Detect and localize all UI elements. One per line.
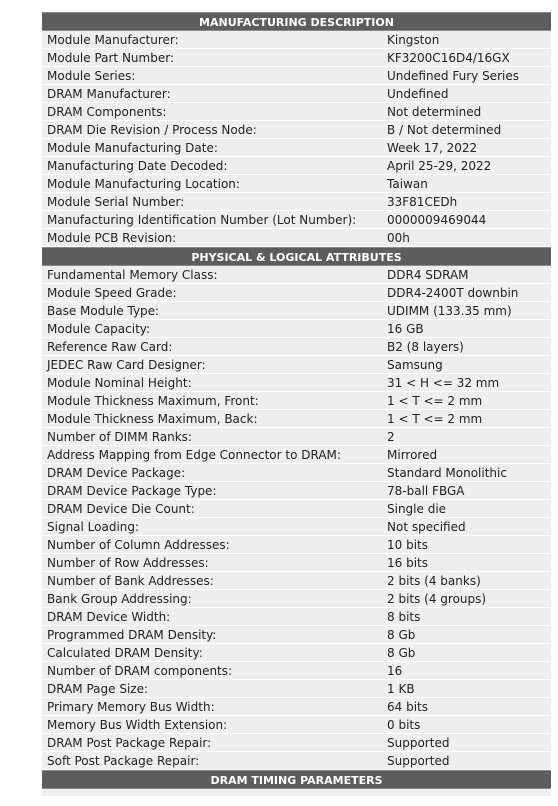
- table-row: [42, 698, 551, 716]
- row-value: Undefined Fury Series: [387, 69, 519, 83]
- row-label: Primary Memory Bus Width:: [47, 700, 215, 714]
- table-row: [42, 392, 551, 410]
- table-row: [42, 211, 551, 229]
- table-row: [42, 734, 551, 752]
- table-row: [42, 175, 551, 193]
- row-value: Supported: [387, 754, 450, 768]
- row-label: Reference Raw Card:: [47, 340, 173, 354]
- row-label: Module Thickness Maximum, Front:: [47, 394, 259, 408]
- row-label: Number of Bank Addresses:: [47, 574, 214, 588]
- row-label: Module Manufacturer:: [47, 33, 179, 47]
- row-value: 16 GB: [387, 322, 424, 336]
- row-value: 0 bits: [387, 718, 421, 732]
- row-value: 2 bits (4 banks): [387, 574, 481, 588]
- row-label: Address Mapping from Edge Connector to DRAM:: [47, 448, 341, 462]
- row-value: B / Not determined: [387, 123, 502, 137]
- table-row: [42, 500, 551, 518]
- physical-rows: [42, 266, 551, 770]
- row-value: 8 Gb: [387, 646, 416, 660]
- row-label: DRAM Manufacturer:: [47, 87, 171, 101]
- row-label: DRAM Device Width:: [47, 610, 171, 624]
- row-value: 64 bits: [387, 700, 428, 714]
- row-label: Fundamental Memory Class:: [47, 268, 218, 282]
- row-value: 1 KB: [387, 682, 415, 696]
- row-value: 10 bits: [387, 538, 428, 552]
- row-value: 8 bits: [387, 610, 421, 624]
- table-row: [42, 157, 551, 175]
- row-value: 78-ball FBGA: [387, 484, 465, 498]
- row-value: Kingston: [387, 33, 440, 47]
- row-value: 2: [387, 430, 395, 444]
- row-label: Programmed DRAM Density:: [47, 628, 217, 642]
- table-row: [42, 716, 551, 734]
- row-value: Not specified: [387, 520, 466, 534]
- row-label: Memory Bus Width Extension:: [47, 718, 228, 732]
- row-label: Calculated DRAM Density:: [47, 646, 203, 660]
- row-value: 00h: [387, 231, 410, 245]
- row-label: Module Series:: [47, 69, 136, 83]
- row-value: Mirrored: [387, 448, 438, 462]
- row-label: Manufacturing Date Decoded:: [47, 159, 228, 173]
- row-value: DDR4-2400T downbin: [387, 286, 519, 300]
- row-value: KF3200C16D4/16GX: [387, 51, 510, 65]
- row-label: DRAM Device Package:: [47, 466, 186, 480]
- row-value: Undefined: [387, 87, 449, 101]
- table-row: [42, 193, 551, 211]
- table-row: [42, 644, 551, 662]
- row-label: Module Manufacturing Date:: [47, 141, 218, 155]
- row-label: Module Capacity:: [47, 322, 151, 336]
- row-label: Manufacturing Identification Number (Lot Number):: [47, 213, 357, 227]
- row-value: 0000009469044: [387, 213, 487, 227]
- row-label: DRAM Die Revision / Process Node:: [47, 123, 257, 137]
- row-value: Single die: [387, 502, 447, 516]
- row-value: 16: [387, 664, 403, 678]
- row-label: Number of DIMM Ranks:: [47, 430, 192, 444]
- manufacturing-rows: [42, 31, 551, 247]
- table-row: [42, 572, 551, 590]
- spd-table: [42, 12, 551, 796]
- table-row: [42, 103, 551, 121]
- row-label: Number of Row Addresses:: [47, 556, 209, 570]
- table-row: [42, 428, 551, 446]
- row-label: Module PCB Revision:: [47, 231, 177, 245]
- table-row: [42, 752, 551, 770]
- row-value: DDR4 SDRAM: [387, 268, 469, 282]
- row-value: April 25-29, 2022: [387, 159, 492, 173]
- row-value: 16 bits: [387, 556, 428, 570]
- row-label: DRAM Post Package Repair:: [47, 736, 212, 750]
- row-value: UDIMM (133.35 mm): [387, 304, 512, 318]
- row-label: Module Nominal Height:: [47, 376, 192, 390]
- row-label: Number of Column Addresses:: [47, 538, 230, 552]
- row-label: Signal Loading:: [47, 520, 140, 534]
- timing-rows-partial: [42, 789, 551, 796]
- row-value: 33F81CEDh: [387, 195, 458, 209]
- row-label: DRAM Device Package Type:: [47, 484, 217, 498]
- row-value: 8 Gb: [387, 628, 416, 642]
- row-label: JEDEC Raw Card Designer:: [47, 358, 206, 372]
- table-row: [42, 590, 551, 608]
- table-row: [42, 121, 551, 139]
- row-value: Week 17, 2022: [387, 141, 478, 155]
- row-value: 1 < T <= 2 mm: [387, 394, 483, 408]
- section-header-physical: PHYSICAL & LOGICAL ATTRIBUTES: [42, 247, 551, 266]
- row-value: Supported: [387, 736, 450, 750]
- table-row: [42, 482, 551, 500]
- row-value: Standard Monolithic: [387, 466, 507, 480]
- table-row: [42, 446, 551, 464]
- row-label: Module Serial Number:: [47, 195, 185, 209]
- table-row: [42, 229, 551, 247]
- table-row: [42, 536, 551, 554]
- table-row: [42, 31, 551, 49]
- section-header-manufacturing: MANUFACTURING DESCRIPTION: [42, 12, 551, 31]
- table-row: [42, 302, 551, 320]
- table-row: [42, 626, 551, 644]
- row-value: Taiwan: [387, 177, 428, 191]
- row-value: B2 (8 layers): [387, 340, 464, 354]
- section-header-timing: DRAM TIMING PARAMETERS: [42, 770, 551, 789]
- row-value: Samsung: [387, 358, 443, 372]
- table-row: [42, 49, 551, 67]
- table-row: [42, 608, 551, 626]
- table-row: [42, 356, 551, 374]
- table-row: [42, 518, 551, 536]
- row-label: Bank Group Addressing:: [47, 592, 192, 606]
- table-row: [42, 139, 551, 157]
- row-label: DRAM Device Die Count:: [47, 502, 195, 516]
- row-label: Module Manufacturing Location:: [47, 177, 240, 191]
- table-row: [42, 680, 551, 698]
- row-label: Soft Post Package Repair:: [47, 754, 200, 768]
- row-value: 31 < H <= 32 mm: [387, 376, 500, 390]
- row-value: 1 < T <= 2 mm: [387, 412, 483, 426]
- table-row: [42, 284, 551, 302]
- table-row: [42, 67, 551, 85]
- row-label: Base Module Type:: [47, 304, 160, 318]
- row-label: Number of DRAM components:: [47, 664, 233, 678]
- table-row: [42, 374, 551, 392]
- table-row: [42, 320, 551, 338]
- table-row: [42, 338, 551, 356]
- table-row: [42, 662, 551, 680]
- table-row: [42, 464, 551, 482]
- row-label: DRAM Page Size:: [47, 682, 149, 696]
- row-label: Module Part Number:: [47, 51, 174, 65]
- table-row: [42, 410, 551, 428]
- row-value: Not determined: [387, 105, 482, 119]
- row-label: DRAM Components:: [47, 105, 167, 119]
- row-value: 2 bits (4 groups): [387, 592, 487, 606]
- table-row: [42, 554, 551, 572]
- table-row: [42, 266, 551, 284]
- row-label: Module Thickness Maximum, Back:: [47, 412, 258, 426]
- row-label: Module Speed Grade:: [47, 286, 177, 300]
- table-row: [42, 85, 551, 103]
